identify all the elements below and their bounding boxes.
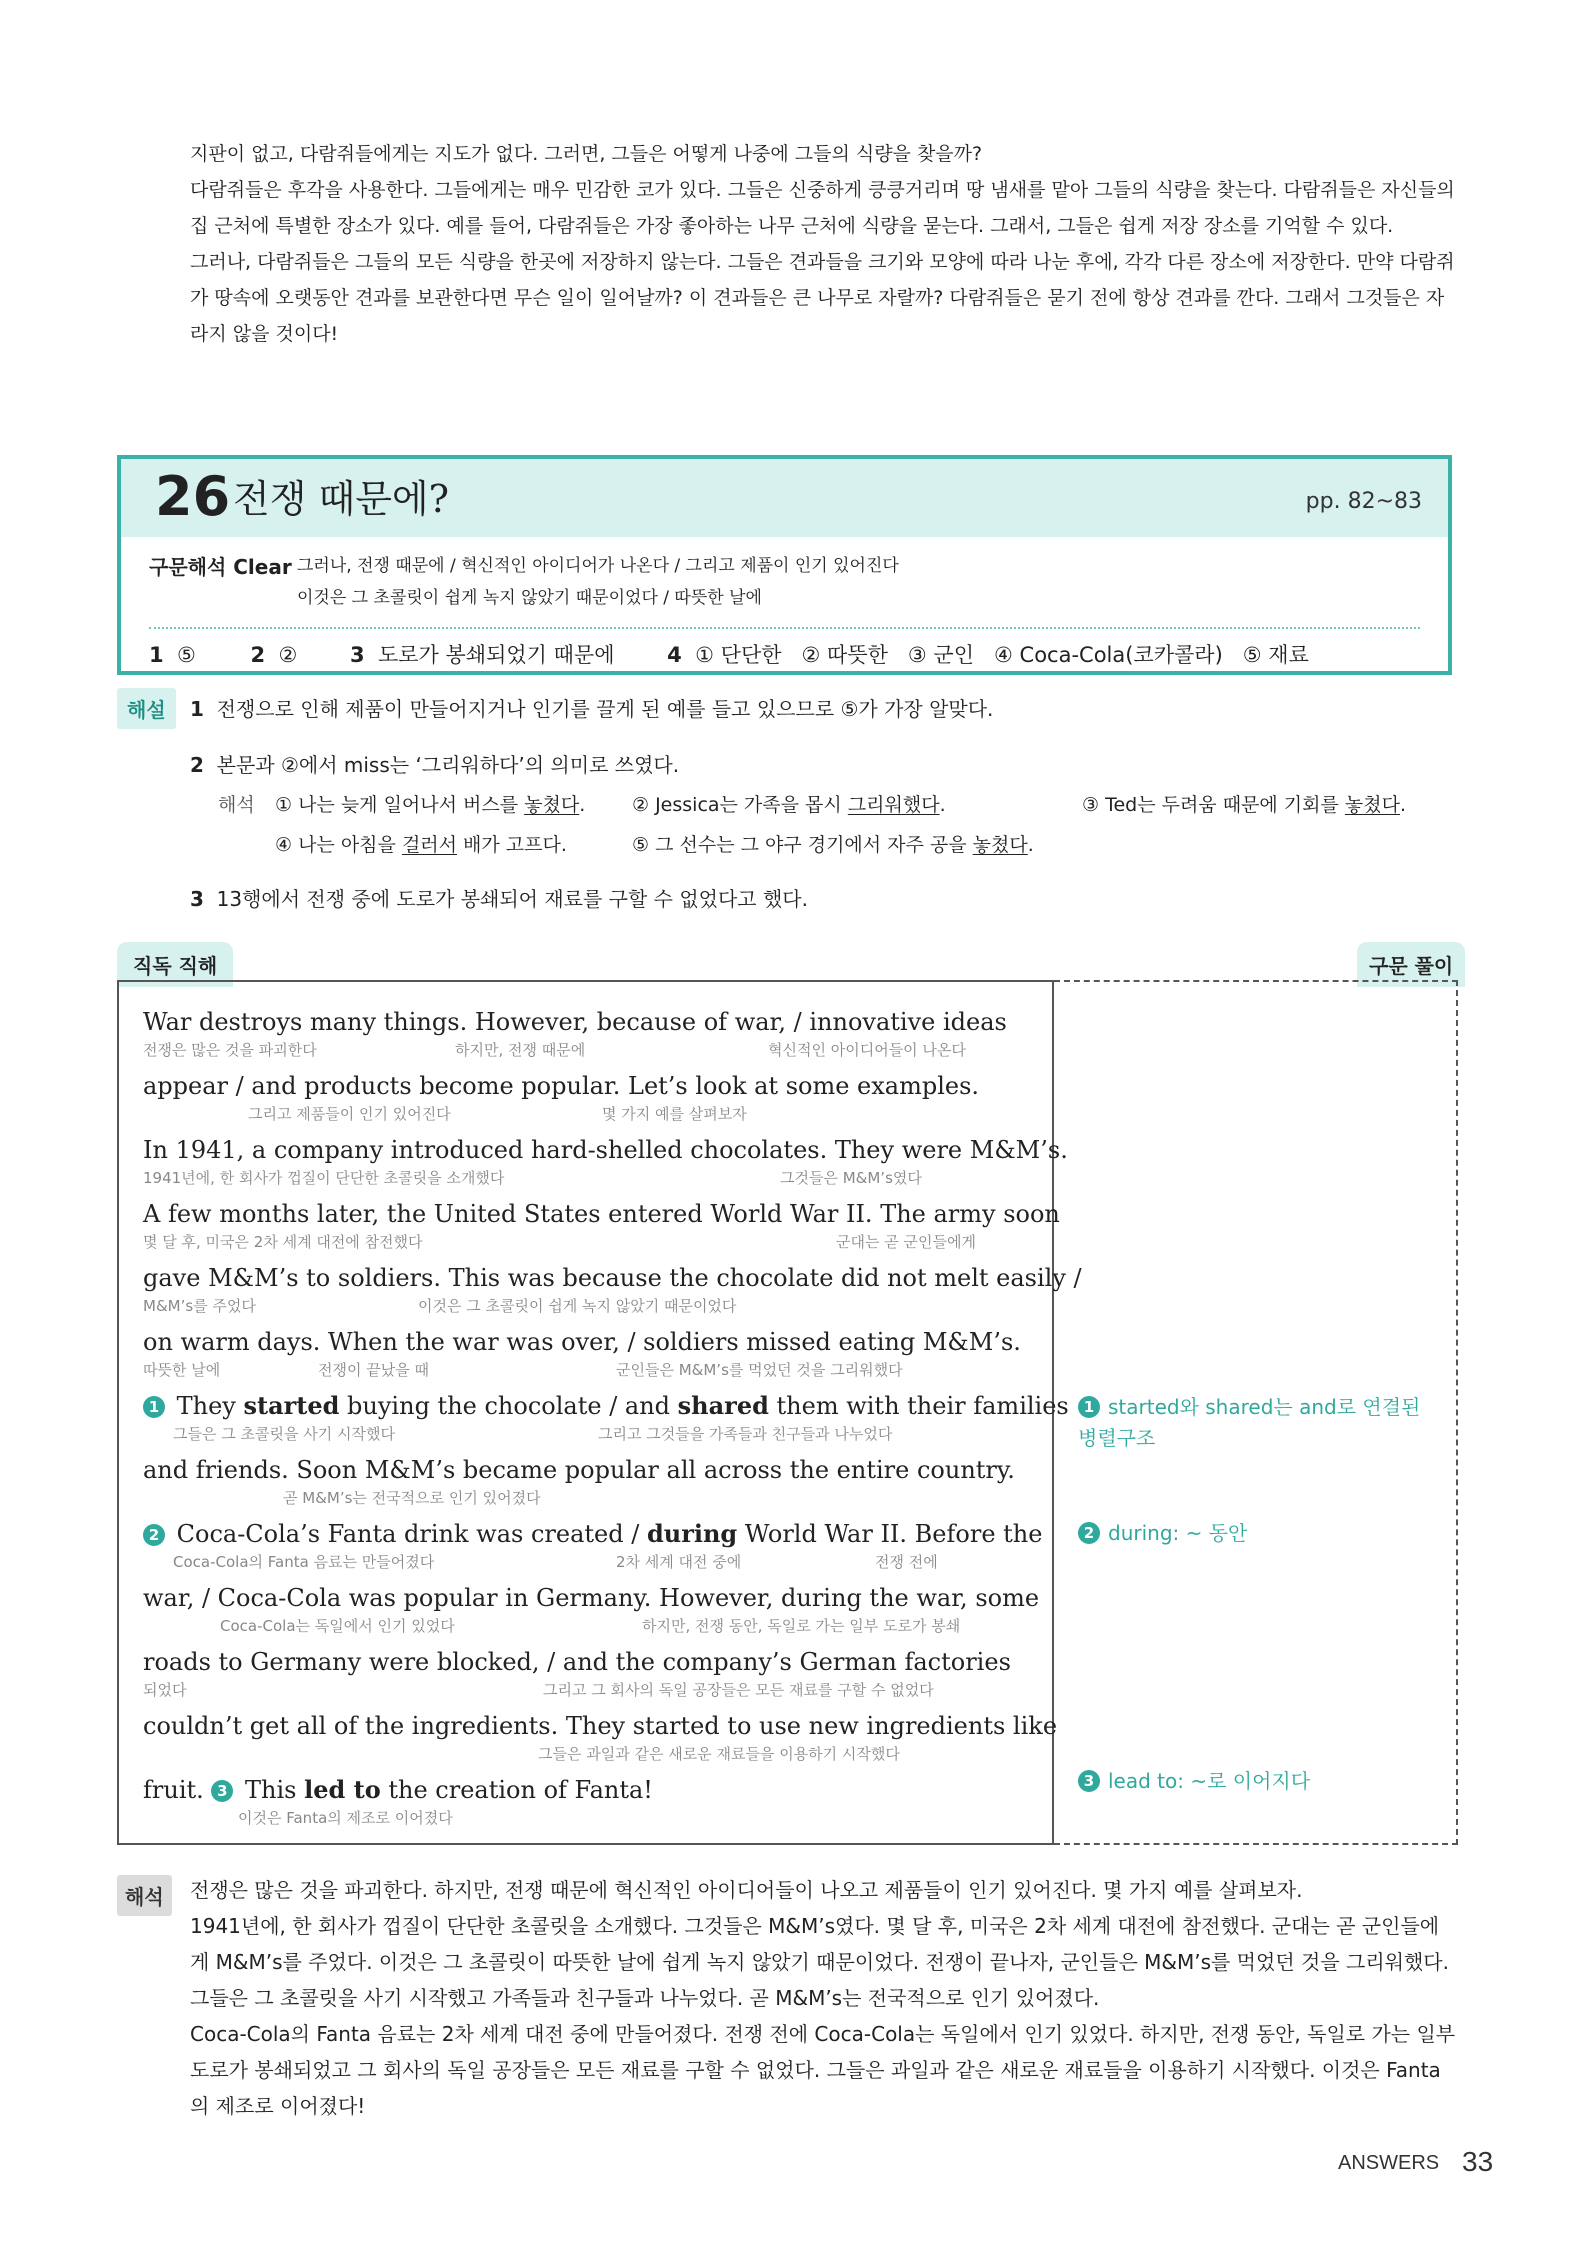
gloss: Coca-Cola는 독일에서 인기 있었다 xyxy=(220,1617,455,1635)
gloss: 곧 M&M’s는 전국적으로 인기 있어졌다 xyxy=(283,1489,541,1507)
gloss: 군대는 곧 군인들에게 xyxy=(836,1233,976,1251)
reading-line-12: couldn’t get all of the ingredients. They started to use new ingredients like xyxy=(143,1712,1058,1740)
footer-label: ANSWERS xyxy=(1338,2152,1440,2174)
clear-line-1: 그러나, 전쟁 때문에 / 혁신적인 아이디어가 나온다 / 그리고 제품이 인기 있어진다 xyxy=(297,556,899,576)
gloss: 그것들은 M&M’s였다 xyxy=(780,1169,922,1187)
explanation-item-3: 3 13행에서 전쟁 중에 도로가 봉쇄되어 재료를 구할 수 없었다고 했다. xyxy=(190,887,808,911)
answer-2: 2 ② xyxy=(250,643,298,667)
option-3: ③ Ted는 두려움 때문에 기회를 놓쳤다. xyxy=(1082,794,1407,816)
top-paragraphs xyxy=(190,136,1458,352)
top-paragraph-2: 다람쥐들은 후각을 사용한다. 그들에게는 매우 민감한 코가 있다. 그들은 신중하게 킁킁거리며 땅 냄새를 맡아 그들의 식량을 찾는다. 다람쥐들은 자신들의 집 근처에 특별한 장소가 있다. 예를 들어, 다람쥐들은 가장 좋아하는 나무 근처에 식량을 묻는다. 그래서, 그들은 쉽게 저장 장소를 기억할 수 있다. xyxy=(190,179,1455,237)
gloss: 전쟁은 많은 것을 파괴한다 xyxy=(143,1041,317,1059)
reading-line-11: roads to Germany were blocked, / and the company’s German factories xyxy=(143,1648,1011,1676)
option-1: ① 나는 늦게 일어나서 버스를 놓쳤다. xyxy=(275,794,586,816)
section-header xyxy=(121,459,1448,537)
gloss: 그들은 과일과 같은 새로운 재료들을 이용하기 시작했다 xyxy=(538,1745,900,1763)
gloss: 몇 달 후, 미국은 2차 세계 대전에 참전했다 xyxy=(143,1233,423,1251)
marker-2: 2 xyxy=(143,1524,165,1546)
gloss: 하지만, 전쟁 때문에 xyxy=(455,1041,586,1059)
explanation-tag: 해설 xyxy=(117,688,176,729)
gloss: 그리고 그것들을 가족들과 친구들과 나누었다 xyxy=(598,1425,893,1443)
gloss: 이것은 Fanta의 제조로 이어졌다 xyxy=(238,1809,453,1827)
grammar-tag: 구문 풀이 xyxy=(1357,942,1465,987)
gloss: M&M’s를 주었다 xyxy=(143,1297,256,1315)
option-4: ④ 나는 아침을 걸러서 배가 고프다. xyxy=(275,834,567,856)
gloss: 그들은 그 초콜릿을 사기 시작했다 xyxy=(173,1425,395,1443)
reading-line-1: War destroys many things. However, because of war, / innovative ideas xyxy=(143,1008,1007,1036)
gloss: 이것은 그 초콜릿이 쉽게 녹지 않았기 때문이었다 xyxy=(418,1297,737,1315)
translation-tag: 해석 xyxy=(117,1875,172,1916)
gloss: 군인들은 M&M’s를 먹었던 것을 그리워했다 xyxy=(616,1361,903,1379)
gloss: 따뜻한 날에 xyxy=(143,1361,221,1379)
gloss: 전쟁이 끝났을 때 xyxy=(318,1361,429,1379)
reading-line-7: 1 They started buying the chocolate / and shared them with their families xyxy=(143,1391,1069,1421)
reading-line-10: war, / Coca-Cola was popular in Germany. However, during the war, some xyxy=(143,1584,1040,1612)
gloss: 그리고 제품들이 인기 있어진다 xyxy=(248,1105,451,1123)
page-number: 33 xyxy=(1462,2146,1494,2177)
reading-line-2: appear / and products become popular. Let’s look at some examples. xyxy=(143,1072,980,1100)
answer-3: 3 도로가 봉쇄되었기 때문에 xyxy=(350,643,615,667)
answer-key xyxy=(149,639,1309,669)
section-pages: pp. 82~83 xyxy=(1305,489,1422,514)
option-2: ② Jessica는 가족을 몹시 그리워했다. xyxy=(632,794,946,816)
answer-1: 1 ⑤ xyxy=(149,643,196,667)
explanation-item-1: 1 전쟁으로 인해 제품이 만들어지거나 인기를 끌게 된 예를 들고 있으므로 ⑤가 가장 알맞다. xyxy=(190,697,994,721)
marker-3: 3 xyxy=(211,1780,233,1802)
reading-line-6: on warm days. When the war was over, / soldiers missed eating M&M’s. xyxy=(143,1328,1021,1356)
reading-line-5: gave M&M’s to soldiers. This was because the chocolate did not melt easily / xyxy=(143,1264,1082,1292)
reading-line-8: and friends. Soon M&M’s became popular all across the entire country. xyxy=(143,1456,1015,1484)
gloss: 하지만, 전쟁 동안, 독일로 가는 일부 도로가 봉쇄 xyxy=(642,1617,961,1635)
clear-label: 구문해석 Clear xyxy=(149,555,292,579)
gloss: 그리고 그 회사의 독일 공장들은 모든 재료를 구할 수 없었다 xyxy=(543,1681,934,1699)
divider xyxy=(149,627,1420,629)
clear-line-2: 이것은 그 초콜릿이 쉽게 녹지 않았기 때문이었다 / 따뜻한 날에 xyxy=(297,588,762,608)
section-answer-box xyxy=(117,455,1452,675)
grammar-note-2: 2 during: ~ 동안 xyxy=(1078,1518,1428,1549)
explanation-item-2: 2 본문과 ②에서 miss는 ‘그리워하다’의 의미로 쓰였다. xyxy=(190,753,680,777)
reading-line-9: 2 Coca-Cola’s Fanta drink was created / during World War II. Before the xyxy=(143,1519,1042,1549)
reading-line-4: A few months later, the United States entered World War II. The army soon xyxy=(143,1200,1060,1228)
gloss: 몇 가지 예를 살펴보자 xyxy=(602,1105,747,1123)
section-title: 전쟁 때문에? xyxy=(233,477,449,521)
gloss: 1941년에, 한 회사가 껍질이 단단한 초콜릿을 소개했다 xyxy=(143,1169,505,1187)
gloss: 전쟁 전에 xyxy=(875,1553,938,1571)
top-paragraph-3: 그러나, 다람쥐들은 그들의 모든 식량을 한곳에 저장하지 않는다. 그들은 견과들을 크기와 모양에 따라 나눈 후에, 각각 다른 장소에 저장한다. 만약 다람쥐가 땅속에 오랫동안 견과를 보관한다면 무슨 일이 일어날까? 이 견과들은 큰 나무로 자랄까? 다람쥐들은 묻기 전에 항상 견과를 깐다. 그래서 그것들은 자라지 않을 것이다! xyxy=(190,251,1455,345)
full-translation xyxy=(190,1872,1458,2124)
reading-line-3: In 1941, a company introduced hard-shelled chocolates. They were M&M’s. xyxy=(143,1136,1068,1164)
gloss: 혁신적인 아이디어들이 나온다 xyxy=(768,1041,966,1059)
explanation-item-2-label: 해석 xyxy=(218,794,255,816)
gloss: 되었다 xyxy=(143,1681,187,1699)
grammar-note-1: 1 started와 shared는 and로 연결된 병렬구조 xyxy=(1078,1395,1421,1450)
gloss: 2차 세계 대전 중에 xyxy=(616,1553,742,1571)
answer-4: 4 ① 단단한 ② 따뜻한 ③ 군인 ④ Coca-Cola(코카콜라) ⑤ 재료 xyxy=(667,643,1309,667)
top-paragraph-1: 지판이 없고, 다람쥐들에게는 지도가 없다. 그러면, 그들은 어떻게 나중에 그들의 식량을 찾을까? xyxy=(190,143,983,165)
grammar-note-3: 3 lead to: ~로 이어지다 xyxy=(1078,1766,1428,1797)
marker-1: 1 xyxy=(143,1396,165,1418)
translation-paragraph-3: Coca-Cola의 Fanta 음료는 2차 세계 대전 중에 만들어졌다. 전쟁 전에 Coca-Cola는 독일에서 인기 있었다. 하지만, 전쟁 동안, 독일로 가는 일부 도로가 봉쇄되었고 그 회사의 독일 공장들은 모든 재료를 구할 수 없었다. 그들은 과일과 같은 새로운 재료들을 이용하기 시작했다. 이것은 Fanta의 제조로 이어졌다! xyxy=(190,2022,1456,2118)
gloss: Coca-Cola의 Fanta 음료는 만들어졌다 xyxy=(173,1553,435,1571)
section-number: 26 xyxy=(155,465,231,528)
option-5: ⑤ 그 선수는 그 야구 경기에서 자주 공을 놓쳤다. xyxy=(632,834,1034,856)
reading-tag: 직독 직해 xyxy=(117,942,233,987)
reading-line-13: fruit. 3 This led to the creation of Fanta! xyxy=(143,1775,653,1804)
translation-paragraph-1: 전쟁은 많은 것을 파괴한다. 하지만, 전쟁 때문에 혁신적인 아이디어들이 나오고 제품들이 인기 있어진다. 몇 가지 예를 살펴보자. xyxy=(190,1878,1303,1902)
translation-paragraph-2: 1941년에, 한 회사가 껍질이 단단한 초콜릿을 소개했다. 그것들은 M&M’s였다. 몇 달 후, 미국은 2차 세계 대전에 참전했다. 군대는 곧 군인들에게 M&M’s를 주었다. 이것은 그 초콜릿이 따뜻한 날에 쉽게 녹지 않았기 때문이었다. 전쟁이 끝나자, 군인들은 M&M’s를 먹었던 것을 그리워했다. 그들은 그 초콜릿을 사기 시작했고 가족들과 친구들과 나누었다. 곧 M&M’s는 전국적으로 인기 있어졌다. xyxy=(190,1914,1449,2010)
